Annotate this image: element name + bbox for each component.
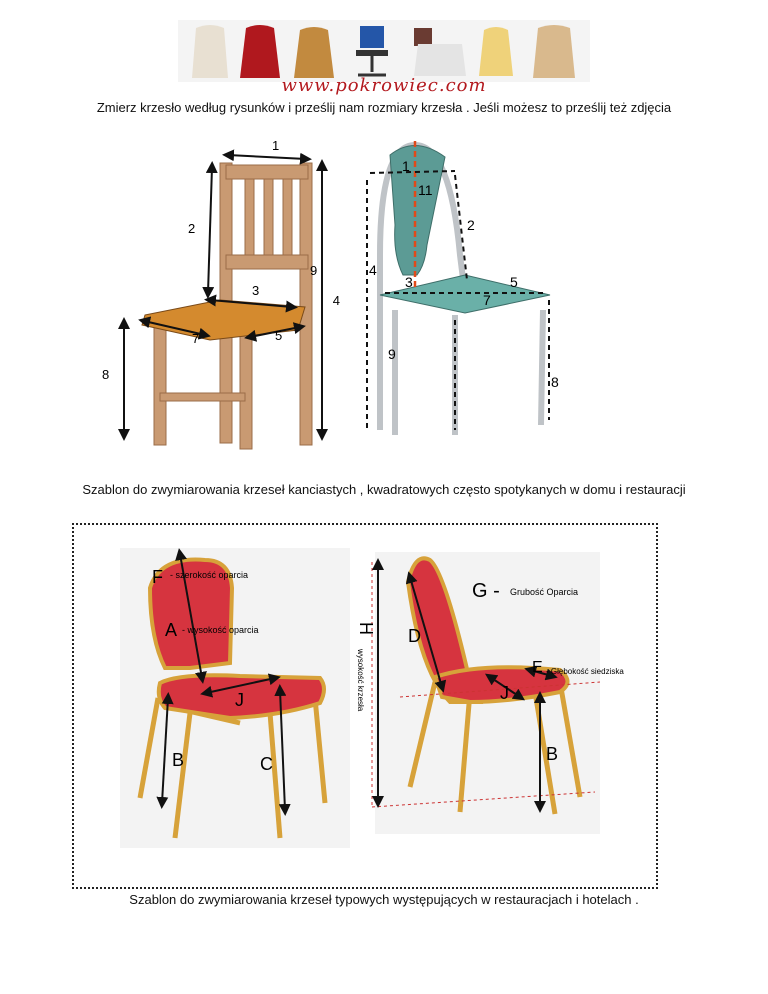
side-label-E-text: - Głębokość siedziska	[546, 667, 624, 676]
caption-restaurant-chairs: Szablon do zwymiarowania krzeseł typowych występujących w restauracjach i hotelach .	[129, 892, 639, 907]
wood-label-7: 7	[192, 331, 200, 346]
front-label-A: A	[165, 620, 178, 640]
side-label-J: J	[500, 683, 509, 703]
cover-red	[240, 25, 280, 78]
chair-covers-banner	[178, 20, 590, 82]
wood-label-5: 5	[275, 328, 283, 343]
caption-square-chairs: Szablon do zwymiarowania krzeseł kanciastych , kwadratowych często spotykanych w domu i restauracji	[82, 482, 686, 497]
wood-label-1: 1	[272, 138, 280, 153]
cover-cream	[192, 25, 228, 78]
metal-label-5: 5	[510, 274, 518, 290]
cover-yellow	[479, 27, 513, 76]
side-label-D: D	[408, 626, 421, 646]
front-label-B: B	[172, 750, 185, 770]
side-label-E: E	[532, 659, 543, 676]
instruction-text: Zmierz krzesło według rysunków i prześlij nam rozmiary krzesła . Jeśli możesz to prześlij też zdjęcia	[96, 100, 672, 115]
side-chair-diagram	[356, 552, 652, 834]
metal-label-1: 1	[402, 158, 410, 174]
site-url: www.pokrowiec.com	[281, 75, 487, 96]
cover-gold	[294, 27, 334, 78]
metal-label-9: 9	[388, 346, 396, 362]
side-label-B: B	[546, 744, 559, 764]
front-label-F-text: - szerokość oparcia	[170, 570, 249, 580]
front-label-F: F	[152, 567, 163, 587]
side-label-G: G -	[472, 580, 500, 602]
wood-label-3: 3	[252, 283, 260, 298]
front-label-J: J	[235, 690, 244, 710]
front-label-C: C	[260, 754, 273, 774]
wooden-chair-diagram	[100, 135, 340, 455]
wood-label-8: 8	[102, 367, 110, 382]
wood-label-9: 9	[310, 263, 318, 278]
cover-beige-pattern	[533, 25, 575, 78]
front-label-A-text: - wysokość oparcia	[182, 625, 259, 635]
side-label-H-text: wysokość krzesła	[356, 649, 365, 712]
metal-label-7: 7	[483, 292, 491, 308]
front-chair-diagram	[120, 548, 350, 848]
metal-label-3: 3	[405, 274, 413, 290]
metal-label-11: 11	[418, 182, 433, 198]
side-label-H: H	[356, 622, 376, 635]
wood-label-2: 2	[188, 221, 196, 236]
metal-label-2: 2	[467, 217, 475, 233]
wood-label-4: 4	[332, 293, 340, 308]
metal-label-4: 4	[369, 262, 377, 278]
metal-chair-diagram	[355, 135, 565, 440]
side-label-G-text: Grubość Oparcia	[510, 587, 579, 597]
metal-label-8: 8	[551, 374, 559, 390]
